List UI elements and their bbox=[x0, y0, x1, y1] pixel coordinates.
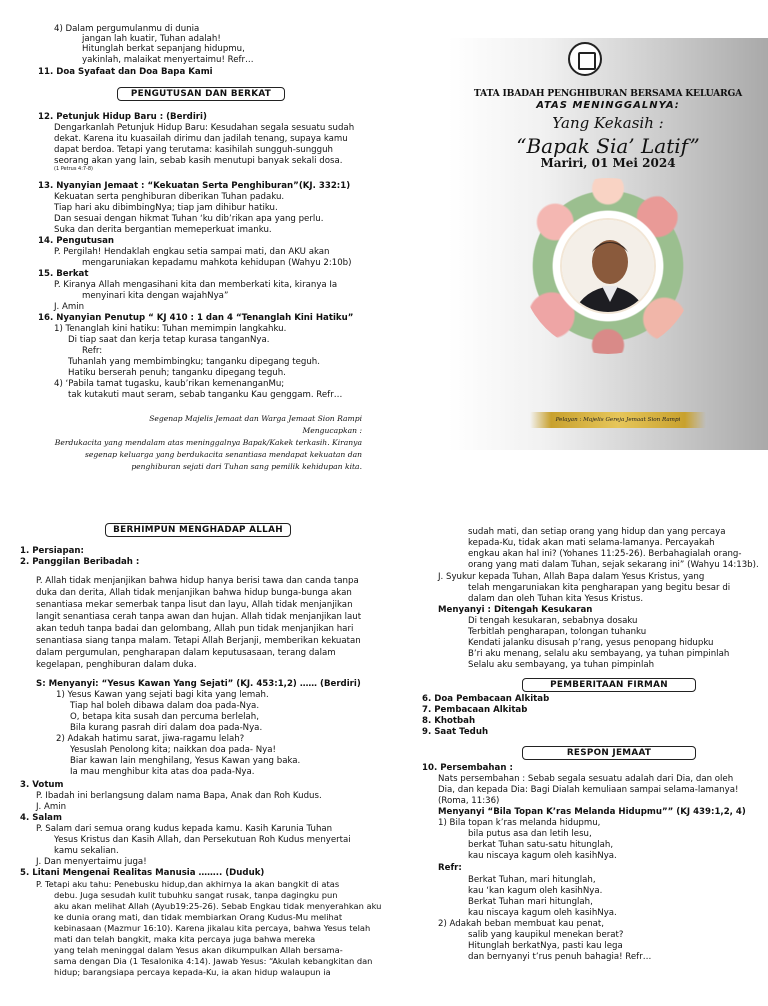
text-line: dalam pergumulan, pengharapan dalam keputusasaan, terang dalam bbox=[36, 648, 336, 658]
cover-subtitle: ATAS MENINGGALNYA: bbox=[536, 100, 680, 111]
section-title: S: Menyanyi: “Yesus Kawan Yang Sejati” (KJ. 453:1,2) …… (Berdiri) bbox=[36, 679, 361, 689]
text-line: 2) Adakah beban membuat kau penat, bbox=[438, 919, 605, 929]
text-line: kebinasaan (Mazmur 16:10). Karena jikalau kita percaya, bahwa Yesus telah bbox=[54, 923, 371, 933]
text-line: P. Allah tidak menjanjikan bahwa hidup hanya berisi tawa dan canda tanpa bbox=[36, 576, 359, 586]
text-line: J. Amin bbox=[54, 302, 85, 312]
section-title: 15. Berkat bbox=[38, 269, 89, 279]
text-line: Ia mau menghibur kita atas doa pada-Nya. bbox=[70, 767, 255, 777]
text-line: kau niscaya kagum oleh kasihNya. bbox=[468, 851, 617, 861]
bottom-right-column bbox=[384, 503, 768, 1006]
text-line: P. Salam dari semua orang kudus kepada kamu. Kasih Karunia Tuhan bbox=[36, 824, 333, 834]
text-line: Hitunglah berkatNya, pasti kau lega bbox=[468, 941, 623, 951]
list-item: 8. Khotbah bbox=[422, 716, 476, 726]
section-title: 2. Panggilan Beribadah : bbox=[20, 557, 140, 567]
text-line: 4) ‘Pabila tamat tugasku, kaub’rikan kemenanganMu; bbox=[54, 379, 285, 389]
section-title: Menyanyi “Bila Topan K’ras Melanda Hidupmu”” (KJ 439:1,2, 4) bbox=[438, 807, 746, 817]
portrait-photo bbox=[560, 218, 656, 314]
section-title: 4. Salam bbox=[20, 813, 62, 823]
text-line: J. Dan menyertaimu juga! bbox=[36, 857, 147, 867]
text-line: O, betapa kita susah dan percuma berlelah, bbox=[70, 712, 259, 722]
closing-line: penghiburan sejati dari Tuhan sang pemilik kehidupan kita. bbox=[131, 462, 362, 471]
cover-date: Mariri, 01 Mei 2024 bbox=[540, 156, 676, 170]
text-line: yang telah meninggal dalam Yesus akan dikumpulkan Allah bersama- bbox=[54, 945, 343, 955]
text-line: Tuhanlah yang membimbingku; tanganku dipegang teguh. bbox=[68, 357, 320, 367]
text-line: menyinari kita dengan wajahNya” bbox=[82, 291, 229, 301]
text-line: Berkat Tuhan mari hitunglah, bbox=[468, 897, 593, 907]
list-item: 7. Pembacaan Alkitab bbox=[422, 705, 528, 715]
section-header-berhimpun: BERHIMPUN MENGHADAP ALLAH bbox=[105, 523, 291, 537]
text-line: senantiasa siang tanpa malam. Tetapi Allah Berjanji, memberikan kekuatan bbox=[36, 636, 361, 646]
section-title: 16. Nyanyian Penutup “ KJ 410 : 1 dan 4 “Tenanglah Kini Hatiku” bbox=[38, 313, 354, 323]
text-line: (Roma, 11:36) bbox=[438, 796, 500, 806]
closing-line: segenap keluarga yang berdukacita senantiasa mendapat kekuatan dan bbox=[85, 450, 362, 459]
text-line: orang yang mati dalam Tuhan, sejak sekarang ini” (Wahyu 14:13b). bbox=[468, 560, 759, 570]
cover-title: TATA IBADAH PENGHIBURAN BERSAMA KELUARGA bbox=[473, 88, 743, 99]
text-line: Refr: bbox=[438, 863, 462, 873]
text-line: Dia, dan kepada Dia: Bagi Dialah kemuliaan sampai selama-lamanya! bbox=[438, 785, 739, 795]
text-line: kau niscaya kagum oleh kasihNya. bbox=[468, 908, 617, 918]
text-line: seorang akan yang lain, sebab kasih menutupi banyak sekali dosa. bbox=[54, 156, 343, 166]
scripture-ref: (1 Petrus 4:7-8) bbox=[54, 166, 93, 172]
text-line: kepada-Ku, tidak akan mati selama-lamanya. Percayakah bbox=[468, 538, 715, 548]
text-line: Di tengah kesukaran, sebabnya dosaku bbox=[468, 616, 638, 626]
section-title: 1. Persiapan: bbox=[20, 546, 84, 556]
section-header-respon: RESPON JEMAAT bbox=[522, 746, 696, 760]
section-title: 5. Litani Mengenai Realitas Manusia …….. (Duduk) bbox=[20, 868, 265, 878]
section-title: 12. Petunjuk Hidup Baru : (Berdiri) bbox=[38, 112, 207, 122]
text-line: Terbitlah pengharapan, tolongan tuhanku bbox=[468, 627, 647, 637]
text-line: debu. Juga sesudah kulit tubuhku sangat rusak, tanpa dagingku pun bbox=[54, 890, 338, 900]
text-line: P. Kiranya Allah mengasihani kita dan memberkati kita, kiranya Ia bbox=[54, 280, 338, 290]
bottom-page bbox=[0, 503, 768, 1006]
text-line: Yesuslah Penolong kita; naikkan doa pada- Nya! bbox=[70, 745, 276, 755]
text-line: ke dunia orang mati, dan tidak membiarkan Orang Kudus-Mu melihat bbox=[54, 912, 343, 922]
text-line: P. Pergilah! Hendaklah engkau setia sampai mati, dan AKU akan bbox=[54, 247, 330, 257]
text-line: langit senantiasa cerah tanpa awan dan hujan. Allah tidak menjanjikan laut bbox=[36, 612, 362, 622]
closing-line: Segenap Majelis Jemaat dan Warga Jemaat Sion Rampi bbox=[149, 414, 362, 423]
cover-label: Yang Kekasih : bbox=[552, 114, 664, 132]
text-line: Hatiku berserah penuh; tanganku dipegang teguh. bbox=[68, 368, 286, 378]
list-item: 9. Saat Teduh bbox=[422, 727, 489, 737]
text-line: 2) Adakah hatimu sarat, jiwa-ragamu lelah? bbox=[56, 734, 245, 744]
text-line: Bila kurang pasrah diri dalam doa pada-Nya. bbox=[70, 723, 263, 733]
text-line: senantiasa mekar semerbak tanpa lisut dan layu, Allah tidak menjanjikan bbox=[36, 600, 353, 610]
section-title: 10. Persembahan : bbox=[422, 763, 513, 773]
text-line: Dengarkanlah Petunjuk Hidup Baru: Kesudahan segala sesuatu sudah bbox=[54, 123, 355, 133]
text-line: akan teduh tanpa badai dan gelombang, Allah pun tidak menjanjikan hari bbox=[36, 624, 354, 634]
text-line: Berkat Tuhan, mari hitunglah, bbox=[468, 875, 596, 885]
closing-line: Mengucapkan : bbox=[302, 426, 362, 435]
text-line: jangan lah kuatir, Tuhan adalah! bbox=[82, 34, 221, 44]
text-line: Dan sesuai dengan hikmat Tuhan ‘ku dib’rikan apa yang perlu. bbox=[54, 214, 324, 224]
text-line: J. Amin bbox=[36, 802, 67, 812]
top-left-column bbox=[0, 0, 384, 503]
text-line: kau ‘kan kagum oleh kasihNya. bbox=[468, 886, 603, 896]
text-line: Di tiap saat dan kerja tetap kurasa tanganNya. bbox=[68, 335, 270, 345]
cover-name: “Bapak Sia’ Latif” bbox=[516, 134, 700, 158]
text-line: bila putus asa dan letih lesu, bbox=[468, 829, 592, 839]
text-line: P. Tetapi aku tahu: Penebusku hidup,dan akhirnya Ia akan bangkit di atas bbox=[36, 879, 340, 889]
section-title: 3. Votum bbox=[20, 780, 64, 790]
text-line: 1) Tenanglah kini hatiku: Tuhan memimpin langkahku. bbox=[54, 324, 287, 334]
text-line: 4) Dalam pergumulanmu di dunia bbox=[54, 24, 200, 34]
text-line: Kekuatan serta penghiburan diberikan Tuhan padaku. bbox=[54, 192, 285, 202]
text-line: Yesus Kristus dan Kasih Allah, dan Persekutuan Roh Kudus menyertai bbox=[54, 835, 351, 845]
text-line: Kendati jalanku disusah p’rang, yesus penopang hidupku bbox=[468, 638, 714, 648]
text-line: mengaruniakan kepadamu mahkota kehidupan (Wahyu 2:10b) bbox=[82, 258, 352, 268]
text-line: telah mengaruniakan kita pengharapan yang begitu besar di bbox=[468, 583, 731, 593]
section-header-pengutusan: PENGUTUSAN DAN BERKAT bbox=[117, 87, 285, 101]
text-line: sudah mati, dan setiap orang yang hidup dan yang percaya bbox=[468, 527, 726, 537]
text-line: salib yang kaupikul menekan berat? bbox=[468, 930, 624, 940]
church-logo-icon bbox=[568, 42, 602, 76]
text-line: 1) Bila topan k’ras melanda hidupmu, bbox=[438, 818, 601, 828]
ribbon-banner bbox=[530, 412, 706, 428]
text-line: kamu sekalian. bbox=[54, 846, 119, 856]
text-line: Refr: bbox=[82, 346, 103, 356]
text-line: P. Ibadah ini berlangsung dalam nama Bapa, Anak dan Roh Kudus. bbox=[36, 791, 322, 801]
text-line: kegelapan, penghiburan dalam duka. bbox=[36, 660, 197, 670]
text-line: Hitunglah berkat sepanjang hidupmu, bbox=[82, 44, 245, 54]
text-line: dalam dan oleh Tuhan kita Yesus Kristus. bbox=[468, 594, 644, 604]
text-line: Nats persembahan : Sebab segala sesuatu adalah dari Dia, dan oleh bbox=[438, 774, 734, 784]
text-line: dekat. Karena itu kuasailah dirimu dan jadilah tenang, supaya kamu bbox=[54, 134, 348, 144]
text-line: Tiap hari aku dibimbingNya; tiap jam dihibur hatiku. bbox=[54, 203, 278, 213]
text-line: engkau akan hal ini? (Yohanes 11:25-26). Berbahagialah orang- bbox=[468, 549, 742, 559]
text-line: Selalu aku sembayang, ya tuhan pimpinlah bbox=[468, 660, 655, 670]
section-title: 11. Doa Syafaat dan Doa Bapa Kami bbox=[38, 67, 213, 77]
text-line: mati dan telah bangkit, maka kita percaya juga bahwa mereka bbox=[54, 934, 316, 944]
text-line: hidup; barangsiapa percaya kepada-Ku, ia akan hidup walaupun ia bbox=[54, 967, 331, 977]
text-line: duka dan derita, Allah tidak menjanjikan bahwa hidup bunga-bunga akan bbox=[36, 588, 352, 598]
text-line: dapat berdoa. Tetapi yang terutama: kasihilah sungguh-sungguh bbox=[54, 145, 333, 155]
text-line: dan bernyanyi t’rus penuh bahagia! Refr… bbox=[468, 952, 652, 962]
section-header-firman: PEMBERITAAN FIRMAN bbox=[522, 678, 696, 692]
text-line: aku akan melihat Allah (Ayub19:25-26). Sebab Engkau tidak menyerahkan aku bbox=[54, 901, 382, 911]
text-line: tak kutakuti maut seram, sebab tanganku Kau genggam. Refr… bbox=[68, 390, 343, 400]
closing-line: Berdukacita yang mendalam atas meninggalnya Bapak/Kakek terkasih. Kiranya bbox=[54, 438, 362, 447]
bottom-left-column bbox=[0, 503, 384, 1006]
text-line: berkat Tuhan satu-satu hitunglah, bbox=[468, 840, 614, 850]
text-line: sama dengan Dia (1 Tesalonika 4:14). Jawab Yesus: “Akulah kebangkitan dan bbox=[54, 956, 373, 966]
section-title: 14. Pengutusan bbox=[38, 236, 114, 246]
text-line: J. Syukur kepada Tuhan, Allah Bapa dalam Yesus Kristus, yang bbox=[438, 572, 705, 582]
ribbon-text: Pelayan : Majelis Gereja Jemaat Sion Rampi bbox=[555, 417, 681, 423]
list-item: 6. Doa Pembacaan Alkitab bbox=[422, 694, 550, 704]
section-title: 13. Nyanyian Jemaat : “Kekuatan Serta Penghiburan”(KJ. 332:1) bbox=[38, 181, 351, 191]
section-title: Menyanyi : Ditengah Kesukaran bbox=[438, 605, 593, 615]
text-line: Suka dan derita bergantian memeperkuat imanku. bbox=[54, 225, 272, 235]
text-line: 1) Yesus Kawan yang sejati bagi kita yang lemah. bbox=[56, 690, 269, 700]
text-line: B’ri aku menang, selalu aku sembayang, ya tuhan pimpinlah bbox=[468, 649, 730, 659]
text-line: Tiap hal boleh dibawa dalam doa pada-Nya. bbox=[70, 701, 260, 711]
text-line: Biar kawan lain menghilang, Yesus Kawan yang baka. bbox=[70, 756, 301, 766]
text-line: yakinlah, malaikat menyertaimu! Refr… bbox=[82, 55, 254, 65]
